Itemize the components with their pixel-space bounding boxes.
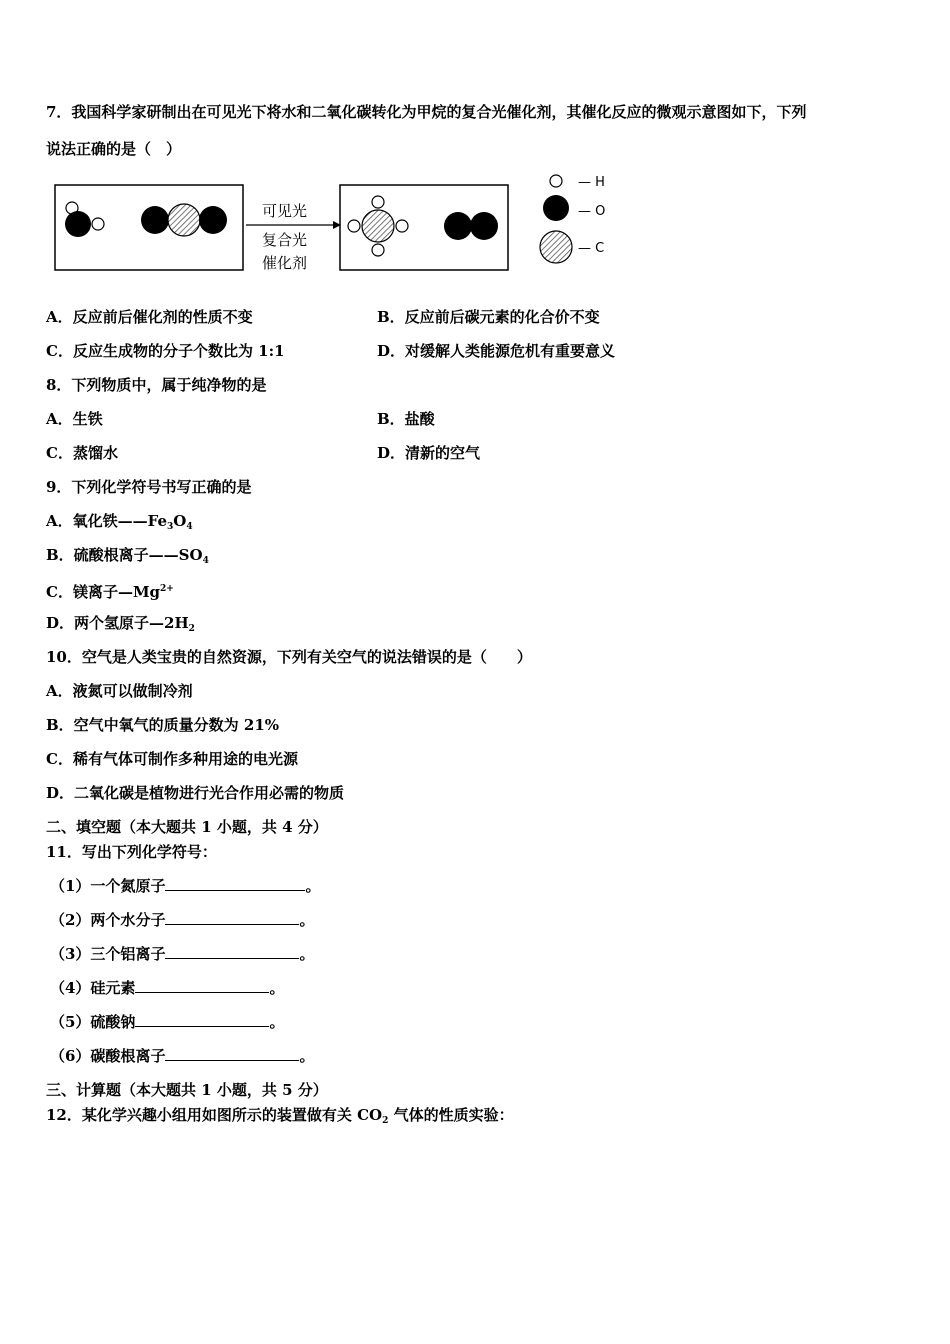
section2-heading: 二、填空题（本大题共 1 小题，共 4 分）	[46, 818, 328, 836]
hydrogen-atom	[372, 244, 384, 256]
q7-stem-line2: 说法正确的是（ ）	[46, 140, 182, 158]
q9-option-d: D．两个氢原子$—2H_2$	[46, 614, 195, 634]
q11-item-6: （6）碳酸根离子 。	[50, 1047, 315, 1065]
arrow-label-top: 可见光	[262, 202, 308, 220]
q7-option-d: D．对缓解人类能源危机有重要意义	[377, 342, 616, 360]
q10-stem: 10．空气是人类宝贵的自然资源，下列有关空气的说法错误的是（ ）	[46, 648, 532, 666]
water-molecule	[65, 202, 104, 237]
q9-option-b: B．硫酸根离子$——SO_4$	[46, 546, 209, 566]
hydrogen-atom	[92, 218, 104, 230]
q11-item-4: （4）硅元素 。	[50, 979, 285, 997]
q8-option-b: B．盐酸	[377, 410, 435, 428]
oxygen-atom	[65, 211, 91, 237]
answer-blank[interactable]	[135, 978, 269, 993]
legend-c-label: — C	[578, 241, 605, 256]
answer-blank[interactable]	[165, 876, 305, 891]
reaction-diagram	[50, 170, 620, 280]
oxygen-atom	[199, 206, 227, 234]
legend	[540, 175, 605, 263]
hydrogen-atom	[372, 196, 384, 208]
q11-item-3: （3）三个铝离子 。	[50, 945, 315, 963]
legend-hydrogen-icon	[550, 175, 562, 187]
q8-option-d: D．清新的空气	[377, 444, 481, 462]
hydrogen-atom	[396, 220, 408, 232]
legend-o-label: — O	[578, 204, 606, 219]
q7-option-c: C．反应生成物的分子个数比为 1:1	[46, 342, 285, 360]
legend-h-label: — H	[578, 175, 605, 190]
q10-option-c: C．稀有气体可制作多种用途的电光源	[46, 750, 298, 768]
oxygen-molecule	[444, 212, 498, 240]
legend-oxygen-icon	[543, 195, 569, 221]
q7-option-a: A．反应前后催化剂的性质不变	[46, 308, 253, 326]
answer-blank[interactable]	[165, 944, 299, 959]
section3-heading: 三、计算题（本大题共 1 小题，共 5 分）	[46, 1081, 328, 1099]
q10-option-a: A．液氮可以做制冷剂	[46, 682, 193, 700]
q9-stem: 9．下列化学符号书写正确的是	[46, 478, 252, 496]
q11-item-1: （1）一个氮原子 。	[50, 877, 321, 895]
q7-stem-line1: 7．我国科学家研制出在可见光下将水和二氧化碳转化为甲烷的复合光催化剂，其催化反应的微观示意图如下，下列	[46, 103, 807, 121]
oxygen-atom	[141, 206, 169, 234]
q8-stem: 8．下列物质中，属于纯净物的是	[46, 376, 267, 394]
hydrogen-atom	[348, 220, 360, 232]
carbon-atom	[362, 210, 394, 242]
q11-stem: 11．写出下列化学符号：	[46, 843, 217, 861]
q12-stem: 12．某化学兴趣小组用如图所示的装置做有关 $CO_2$ 气体的性质实验：	[46, 1106, 514, 1126]
methane-molecule	[348, 196, 408, 256]
q9-option-c: C．镁离子$—Mg^{2+}$	[46, 583, 174, 601]
q11-item-5: （5）硫酸钠 。	[50, 1013, 285, 1031]
q11-item-2: （2）两个水分子 。	[50, 911, 315, 929]
arrow-label-bottom-1: 复合光	[262, 231, 308, 249]
q10-option-b: B．空气中氧气的质量分数为 21%	[46, 716, 280, 734]
q8-option-c: C．蒸馏水	[46, 444, 118, 462]
q9-option-a: A．氧化铁$——Fe_3O_4$	[46, 512, 193, 532]
answer-blank[interactable]	[165, 1046, 299, 1061]
carbon-dioxide-molecule	[141, 204, 227, 236]
legend-carbon-icon	[540, 231, 572, 263]
q8-option-a: A．生铁	[46, 410, 103, 428]
arrow-label-bottom-2: 催化剂	[262, 254, 308, 272]
q10-option-d: D．二氧化碳是植物进行光合作用必需的物质	[46, 784, 345, 802]
q7-option-b: B．反应前后碳元素的化合价不变	[377, 308, 600, 326]
carbon-atom	[168, 204, 200, 236]
answer-blank[interactable]	[135, 1012, 269, 1027]
oxygen-atom	[470, 212, 498, 240]
oxygen-atom	[444, 212, 472, 240]
answer-blank[interactable]	[165, 910, 299, 925]
